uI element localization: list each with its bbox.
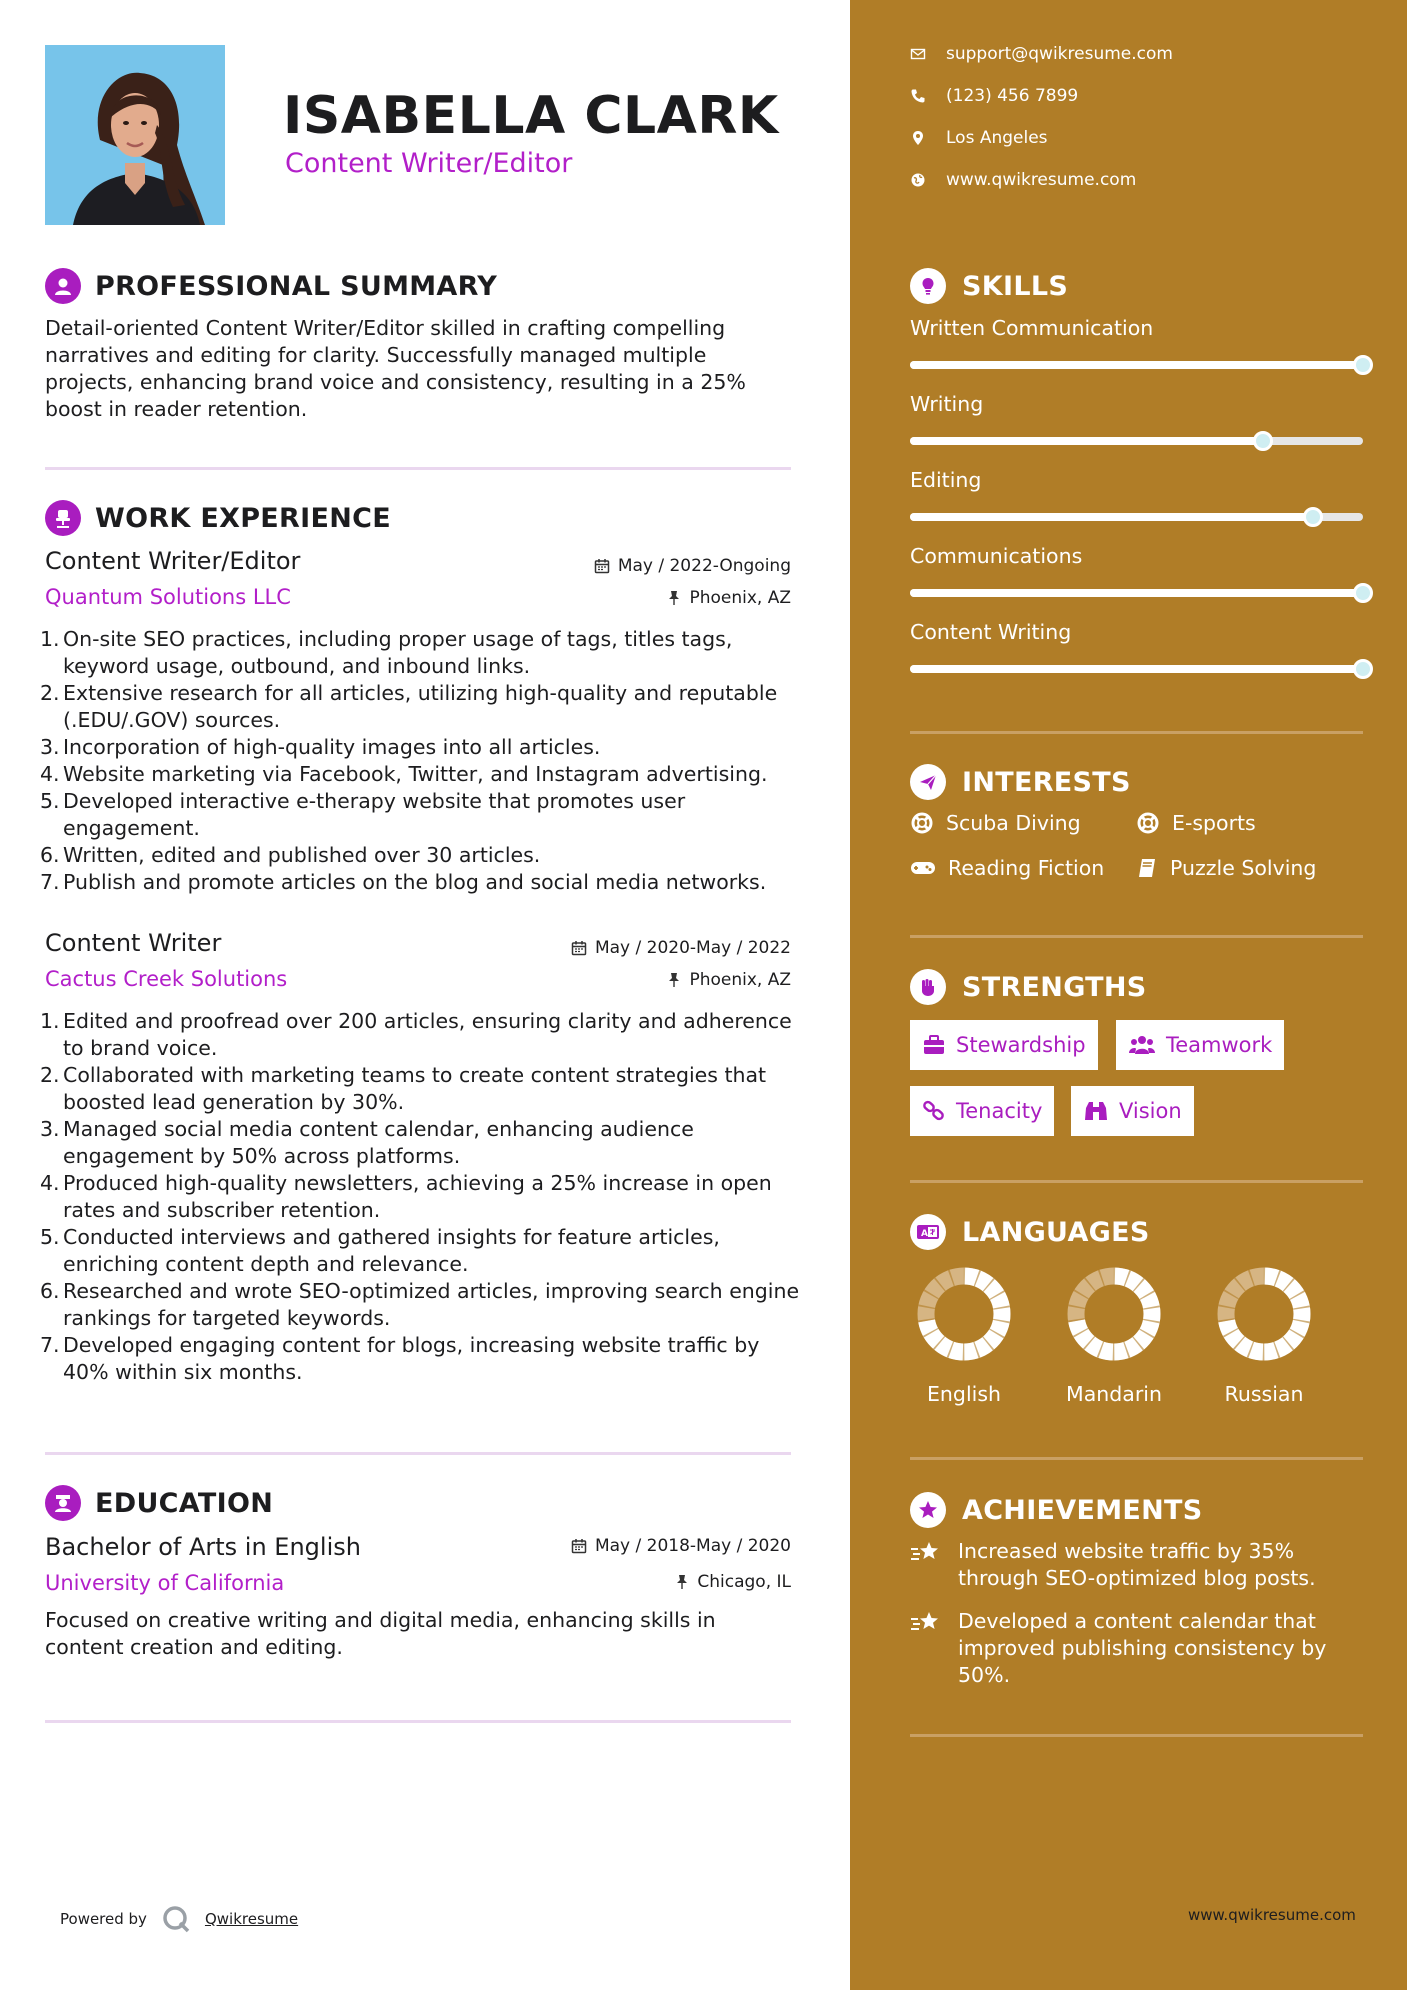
experience-title: WORK EXPERIENCE (95, 502, 391, 534)
divider (910, 731, 1363, 734)
job-title: Content Writer (45, 929, 222, 957)
graduate-icon (45, 1485, 81, 1521)
profile-photo (45, 45, 225, 225)
languages-header (910, 1214, 1150, 1250)
lightbulb-icon (910, 268, 946, 304)
pin-icon (667, 972, 681, 988)
interest-item: Scuba Diving (910, 811, 1081, 835)
education-text: Focused on creative writing and digital media, enhancing skills in content creation and editing. (45, 1608, 716, 1659)
skill-bar (910, 665, 1363, 673)
experience-header (45, 500, 391, 536)
summary-text: Detail-oriented Content Writer/Editor skilled in crafting compelling narratives and editing for clarity. Successfully managed multiple projects, enhancing brand voice and consistency, resulting in a 25% boost in reader retention. (45, 316, 746, 421)
job-bullets (40, 1008, 800, 1386)
skill-bar (910, 589, 1363, 597)
skill-bar-fill (910, 665, 1363, 673)
user-icon (45, 268, 81, 304)
skill-bar-fill (910, 513, 1313, 521)
candidate-role: Content Writer/Editor (285, 148, 573, 179)
language-label: English (926, 1382, 1002, 1406)
skills-title: SKILLS (962, 270, 1069, 302)
phone-icon (910, 88, 926, 104)
pin-icon (675, 1574, 689, 1590)
skill-bar-knob (1353, 659, 1373, 679)
divider (910, 1457, 1363, 1460)
divider (45, 1452, 791, 1455)
strengths-title: STRENGTHS (962, 971, 1147, 1003)
skill-bar-fill (910, 361, 1363, 369)
bullet-item: 7. Developed engaging content for blogs, increasing website traffic by 40% within six months. (40, 1333, 760, 1384)
candidate-name: ISABELLA CLARK (283, 86, 779, 146)
skill-bar-fill (910, 589, 1363, 597)
shooting-star-icon (910, 1540, 942, 1566)
skill-bar-knob (1303, 507, 1323, 527)
strength-badge: Vision (1071, 1086, 1194, 1136)
job-bullets (40, 626, 800, 896)
language-ring (1216, 1266, 1312, 1362)
gamepad-icon (910, 857, 936, 879)
degree: Bachelor of Arts in English (45, 1533, 361, 1561)
bullet-item: 3. Incorporation of high-quality images into all articles. (40, 735, 601, 759)
calendar-icon (571, 940, 587, 956)
job-location: Phoenix, AZ (667, 588, 791, 608)
strength-badge: Stewardship (910, 1020, 1098, 1070)
language-label: Mandarin (1066, 1382, 1162, 1406)
skill-label: Content Writing (910, 620, 1072, 644)
achievement-item: Developed a content calendar that improved publishing consistency by 50%. (910, 1608, 1360, 1689)
job-title: Content Writer/Editor (45, 547, 301, 575)
bullet-item: 1. Edited and proofread over 200 articles, ensuring clarity and adherence to brand voice. (40, 1009, 792, 1060)
company-name: Cactus Creek Solutions (45, 967, 288, 991)
footer-website[interactable]: www.qwikresume.com (1188, 1906, 1356, 1924)
envelope-icon (910, 46, 926, 62)
office-chair-icon (45, 500, 81, 536)
skill-bar-knob (1353, 355, 1373, 375)
bullet-item: 5. Conducted interviews and gathered insights for feature articles, enriching content depth and relevance. (40, 1225, 720, 1276)
achievements-header (910, 1492, 1203, 1528)
job-location: Phoenix, AZ (667, 970, 791, 990)
divider (910, 935, 1363, 938)
divider (910, 1734, 1363, 1737)
education-dates: May / 2018-May / 2020 (571, 1536, 791, 1556)
skill-bar-knob (1353, 583, 1373, 603)
calendar-icon (571, 1538, 587, 1554)
skill-bar-knob (1253, 431, 1273, 451)
fist-icon (910, 969, 946, 1005)
language-ring (1066, 1266, 1162, 1362)
bullet-item: 4. Produced high-quality newsletters, achieving a 25% increase in open rates and subscriber retention. (40, 1171, 772, 1222)
contact-location: Los Angeles (910, 128, 1048, 148)
contact-email: support@qwikresume.com (910, 44, 1173, 64)
contact-website: www.qwikresume.com (910, 170, 1136, 190)
bullet-item: 5. Developed interactive e-therapy website that promotes user engagement. (40, 789, 686, 840)
achievements-title: ACHIEVEMENTS (962, 1494, 1203, 1526)
map-marker-icon (910, 130, 926, 146)
bullet-item: 1. On-site SEO practices, including proper usage of tags, titles tags, keyword usage, outbound, and inbound links. (40, 627, 733, 678)
skill-label: Written Communication (910, 316, 1154, 340)
divider (45, 467, 791, 470)
summary-title: PROFESSIONAL SUMMARY (95, 270, 498, 302)
divider (45, 1720, 791, 1723)
language-label: Russian (1224, 1382, 1304, 1406)
skill-label: Writing (910, 392, 984, 416)
bullet-item: 2. Collaborated with marketing teams to create content strategies that boosted lead generation by 30%. (40, 1063, 767, 1114)
bullet-item: 6. Researched and wrote SEO-optimized articles, improving search engine rankings for targeted keywords. (40, 1279, 800, 1330)
education-header (45, 1485, 273, 1521)
bullet-item: 3. Managed social media content calendar, enhancing audience engagement by 50% across platforms. (40, 1117, 694, 1168)
strength-badge: Teamwork (1116, 1020, 1284, 1070)
life-ring-icon (1136, 811, 1160, 835)
skill-bar (910, 513, 1363, 521)
interest-item: E-sports (1136, 811, 1256, 835)
book-icon (1136, 857, 1158, 879)
skill-label: Editing (910, 468, 982, 492)
calendar-icon (594, 558, 610, 574)
users-icon (1128, 1034, 1156, 1056)
education-location: Chicago, IL (675, 1572, 791, 1592)
life-ring-icon (910, 811, 934, 835)
strength-badge: Tenacity (910, 1086, 1054, 1136)
bullet-item: 2. Extensive research for all articles, utilizing high-quality and reputable (.EDU/.GOV) sources. (40, 681, 778, 732)
skill-bar (910, 361, 1363, 369)
qwikresume-link[interactable]: Qwikresume (204, 1910, 299, 1928)
skill-label: Communications (910, 544, 1083, 568)
binoculars-icon (1083, 1100, 1109, 1122)
interest-item: Reading Fiction (910, 856, 1104, 880)
languages-title: LANGUAGES (962, 1216, 1150, 1248)
sidebar (850, 0, 1407, 1990)
skill-bar (910, 437, 1363, 445)
shooting-star-icon (910, 1610, 942, 1636)
skill-bar-fill (910, 437, 1263, 445)
bullet-item: 4. Website marketing via Facebook, Twitter, and Instagram advertising. (40, 762, 768, 786)
job-dates: May / 2020-May / 2022 (571, 938, 791, 958)
summary-header (45, 268, 497, 304)
bullet-item: 7. Publish and promote articles on the blog and social media networks. (40, 870, 767, 894)
achievement-item: Increased website traffic by 35% through SEO-optimized blog posts. (910, 1538, 1360, 1592)
strengths-header (910, 969, 1147, 1005)
pin-icon (667, 590, 681, 606)
interests-header (910, 764, 1131, 800)
globe-icon (910, 172, 926, 188)
company-name: Quantum Solutions LLC (45, 585, 291, 609)
link-icon (922, 1100, 946, 1122)
paper-plane-icon (910, 764, 946, 800)
translate-icon (910, 1214, 946, 1250)
briefcase-icon (922, 1034, 946, 1056)
skills-header (910, 268, 1068, 304)
contact-phone: (123) 456 7899 (910, 86, 1078, 106)
bullet-item: 6. Written, edited and published over 30 articles. (40, 843, 541, 867)
powered-by: Powered by Qwikresume (60, 1904, 298, 1934)
svg-text:A: A (921, 1229, 928, 1239)
qwikresume-logo-icon (161, 1904, 191, 1934)
school-name: University of California (45, 1571, 285, 1595)
job-dates: May / 2022-Ongoing (594, 556, 791, 576)
education-title: EDUCATION (95, 1487, 274, 1519)
star-badge-icon (910, 1492, 946, 1528)
divider (910, 1180, 1363, 1183)
interests-title: INTERESTS (962, 766, 1131, 798)
interest-item: Puzzle Solving (1136, 856, 1316, 880)
language-ring (916, 1266, 1012, 1362)
